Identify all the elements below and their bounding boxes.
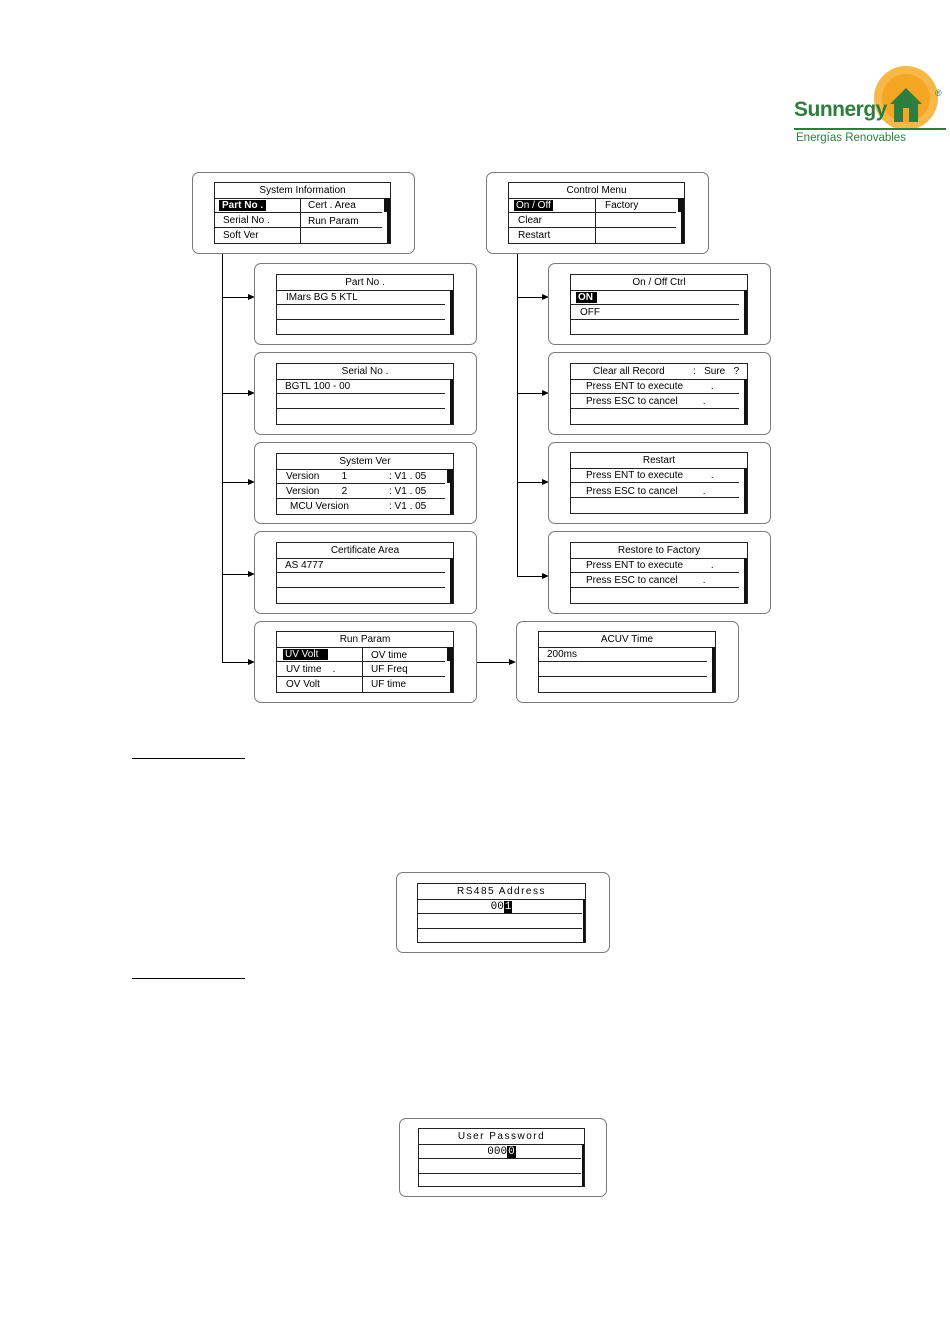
mcu-version-value: : V1 . 05 (389, 501, 427, 512)
version-2-value: : V1 . 05 (389, 486, 427, 497)
lcd-title: On / Off Ctrl (571, 275, 747, 291)
section-underline (132, 978, 245, 979)
system-information-lcd (214, 182, 391, 244)
connector-right-h1 (517, 297, 543, 298)
section-underline (132, 758, 245, 759)
press-ent-text: Press ENT to execute . (586, 381, 714, 392)
part-no-value: IMars BG 5 KTL (286, 292, 358, 303)
rs485-address-lcd (417, 883, 586, 943)
lcd-title: System Information (215, 183, 390, 199)
menu-item-ov-volt[interactable]: OV Volt (286, 679, 320, 690)
lcd-title: Part No . (277, 275, 453, 291)
clear-record-panel (548, 352, 771, 435)
connector-right-h4 (517, 576, 543, 577)
part-no-lcd (276, 274, 454, 335)
text-cursor: 1 (504, 901, 512, 913)
menu-item-cert-area[interactable]: Cert . Area (308, 200, 356, 211)
user-password-panel (399, 1118, 607, 1197)
lcd-title: Run Param (277, 632, 453, 648)
connector-left-h5 (222, 662, 249, 663)
restart-panel (548, 442, 771, 524)
connector-left-h2 (222, 393, 249, 394)
lcd-title: Restart (571, 453, 747, 469)
lcd-title: Restore to Factory (571, 543, 747, 559)
press-ent-text: Press ENT to execute . (586, 470, 714, 481)
certificate-value: AS 4777 (285, 560, 324, 571)
connector-left-h1 (222, 297, 249, 298)
menu-item-run-param[interactable]: Run Param (308, 216, 359, 227)
restore-factory-lcd (570, 542, 748, 604)
connector-runparam-acuv-arrow (509, 659, 516, 665)
certificate-area-lcd (276, 542, 454, 604)
connector-left-vertical (222, 254, 223, 663)
connector-left-h3 (222, 482, 249, 483)
acuv-time-value: 200ms (547, 649, 578, 660)
text-cursor: 0 (508, 1146, 515, 1158)
menu-item-factory[interactable]: Factory (605, 200, 639, 211)
serial-no-value: BGTL 100 - 00 (285, 381, 351, 392)
on-off-ctrl-panel (548, 263, 771, 345)
logo-underline (794, 128, 946, 130)
user-password-value[interactable]: 000 (487, 1146, 508, 1158)
registered-mark: ® (935, 88, 942, 98)
lcd-title: User Password (419, 1129, 584, 1145)
lcd-title: Serial No . (277, 364, 453, 380)
lcd-title: System Ver (277, 454, 453, 470)
user-password-lcd (418, 1128, 585, 1187)
acuv-time-panel (516, 621, 739, 703)
option-on[interactable]: ON (576, 292, 597, 303)
system-ver-lcd (276, 453, 454, 515)
menu-item-serial-no[interactable]: Serial No . (223, 215, 270, 226)
menu-item-soft-ver[interactable]: Soft Ver (223, 230, 259, 241)
menu-item-ov-time[interactable]: OV time (371, 650, 408, 661)
connector-left-h4 (222, 574, 249, 575)
lcd-title: Control Menu (509, 183, 684, 199)
serial-no-lcd (276, 363, 454, 425)
logo-subtitle: Energías Renovables (796, 132, 906, 144)
serial-no-panel (254, 352, 477, 435)
lcd-title: Clear all Record (593, 366, 665, 377)
acuv-time-lcd (538, 631, 716, 693)
system-information-panel (192, 172, 415, 254)
press-esc-text: Press ESC to cancel . (586, 486, 706, 497)
run-param-lcd (276, 631, 454, 693)
restart-lcd (570, 452, 748, 514)
menu-item-uf-time[interactable]: UF time (371, 679, 406, 690)
lcd-title-confirm: : Sure ? (693, 366, 740, 377)
menu-item-uf-freq[interactable]: UF Freq (371, 664, 408, 675)
rs485-address-value[interactable]: 00 (490, 901, 504, 913)
control-menu-panel (486, 172, 709, 254)
clear-record-lcd (570, 363, 748, 425)
menu-item-part-no[interactable]: Part No . (219, 200, 266, 211)
menu-item-on-off[interactable]: On / Off (516, 200, 551, 211)
connector-right-vertical (517, 254, 518, 577)
mcu-version-label: MCU Version (290, 501, 349, 512)
restore-factory-panel (548, 531, 771, 614)
system-ver-panel (254, 442, 477, 524)
lcd-title: ACUV Time (539, 632, 715, 648)
version-2-label: Version 2 (286, 486, 348, 497)
rs485-address-panel (396, 872, 610, 953)
run-param-panel (254, 621, 477, 703)
on-off-ctrl-lcd (570, 274, 748, 335)
connector-right-h3 (517, 482, 543, 483)
control-menu-lcd (508, 182, 685, 244)
menu-item-uv-time[interactable]: UV time . (286, 664, 336, 675)
logo (790, 64, 950, 150)
logo-name: Sunnergy (794, 98, 887, 121)
connector-right-h2 (517, 393, 543, 394)
version-1-label: Version 1 (286, 471, 348, 482)
menu-item-uv-volt[interactable]: UV Volt (283, 649, 328, 660)
part-no-panel (254, 263, 477, 345)
lcd-title: RS485 Address (418, 884, 585, 900)
press-esc-text: Press ESC to cancel . (586, 396, 706, 407)
press-ent-text: Press ENT to execute . (586, 560, 714, 571)
menu-item-restart[interactable]: Restart (518, 230, 551, 241)
option-off[interactable]: OFF (580, 307, 600, 318)
lcd-title: Certificate Area (277, 543, 453, 559)
certificate-area-panel (254, 531, 477, 614)
press-esc-text: Press ESC to cancel . (586, 575, 706, 586)
version-1-value: : V1 . 05 (389, 471, 427, 482)
menu-item-clear[interactable]: Clear (518, 215, 542, 226)
connector-runparam-acuv (477, 662, 510, 663)
